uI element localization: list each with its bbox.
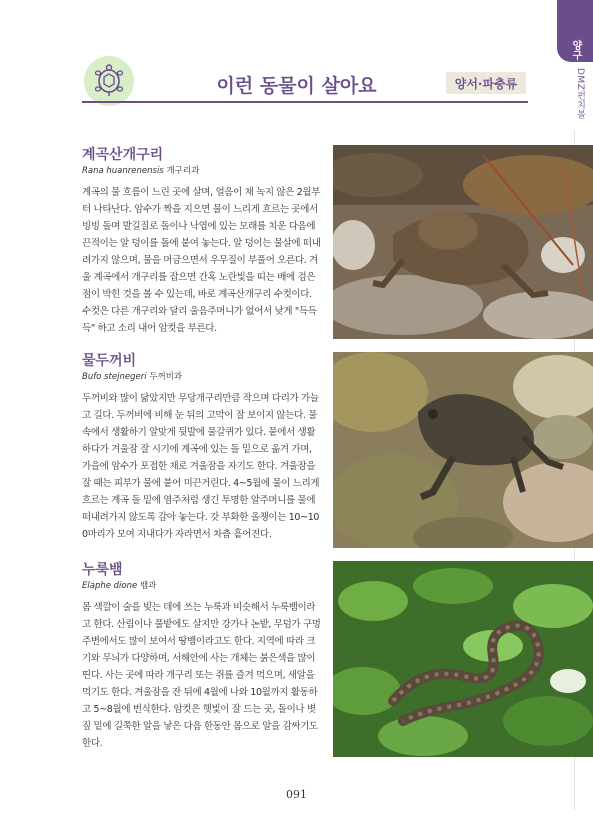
header-rule	[82, 101, 528, 103]
species-family: 개구리과	[166, 166, 200, 176]
photo-snake	[333, 561, 593, 757]
species-description: 두꺼비와 많이 닮았지만 무당개구리만큼 작으며 다리가 가늘고 길다. 두꺼비에 비해 눈 뒤의 고막이 잘 보이지 않는다. 물속에서 생활하기 알맞게 뒷발에 물갈퀴가 있다. 뭍에서 생활하다가 겨울잠 잘 시기에 계곡에 있는 돌 밑으로 옮겨 가며, 가을에 암수가 포접한 채로 겨울잠을 자기도 한다. 겨울잠을 잘 때는 피부가 물에 붙어 미끈거린다. 4~5월에 물이 느리게 흐르는 계곡 돌 밑에 염주처럼 생긴 투명한 알주머니를 물에 떠내려가지 않도록 감아 놓는다. 갓 부화한 올챙이는 10~100마리가 모여 지내다가 자라면서 차츰 흩어진다.	[82, 393, 320, 540]
species-description: 몸 색깔이 술을 빚는 데에 쓰는 누룩과 비슷해서 누룩뱀이라고 한다. 산림이나 풀밭에도 살지만 강가나 논밭, 무덤가 구멍 주변에서도 많이 보여서 땅뱀이라고도 한다. 지역에 따라 크기와 무늬가 다양하며, 서해안에 사는 개체는 붉은색을 많이 띤다. 사는 곳에 따라 개구리 또는 쥐를 즐겨 먹으며, 새알을 먹기도 한다. 겨울잠을 잔 뒤에 4월에 나와 10월까지 활동하고 5~8월에 번식한다. 암컷은 햇빛이 잘 드는 곳, 돌이나 볏짚 밑에 길쭉한 알을 낳은 다음 한동안 몸으로 알을 감싸기도 한다.	[82, 602, 321, 749]
species-scientific-line	[82, 581, 322, 592]
species-scientific-line	[82, 166, 322, 177]
species-name: 누룩뱀	[82, 562, 123, 578]
species-description: 계곡의 물 흐름이 느린 곳에 살며, 얼음이 채 녹지 않은 2월부터 나타난다. 암수가 짝을 지으면 물이 느리게 흐르는 곳에서 빙빙 돌며 발길질로 돌이나 낙엽에 있는 모래를 치운 다음에 끈적이는 알 덩이를 돌에 붙여 놓는다. 알 덩이는 물살에 떠내려가지 않으며, 물을 머금으면서 우무질이 부풀어 오른다. 겨울 계곡에서 개구리를 잡으면 간혹 노란빛을 띠는 배에 검은 점이 박힌 것을 볼 수 있는데, 바로 계곡산개구리 수컷이다. 수컷은 다른 개구리와 달리 울음주머니가 없어서 낮게 "득득득" 하고 소리 내어 암컷을 부른다.	[82, 187, 321, 334]
scientific-name: Rana huanrenensis	[82, 166, 164, 176]
chapter-tab-label: 양구	[570, 40, 581, 60]
scientific-name: Elaphe dione	[82, 581, 138, 591]
photo-frog	[333, 145, 593, 339]
chapter-tab[interactable]	[557, 0, 593, 62]
species-name: 물두꺼비	[82, 353, 137, 369]
chapter-subtitle: DMZ펀치볼	[575, 68, 585, 119]
photo-toad	[333, 352, 593, 548]
scientific-name: Bufo stejnegeri	[82, 372, 147, 382]
page-title: 이런 동물이 살아요	[216, 75, 377, 97]
species-section-1	[82, 146, 322, 337]
page-number: 091	[286, 788, 307, 801]
species-scientific-line	[82, 372, 322, 383]
category-badge: 양서·파충류	[446, 72, 526, 94]
species-family: 두꺼비과	[149, 372, 183, 382]
species-section-3	[82, 561, 322, 752]
species-family: 뱀과	[139, 581, 157, 591]
species-name: 계곡산개구리	[82, 147, 164, 163]
species-section-2	[82, 352, 322, 543]
